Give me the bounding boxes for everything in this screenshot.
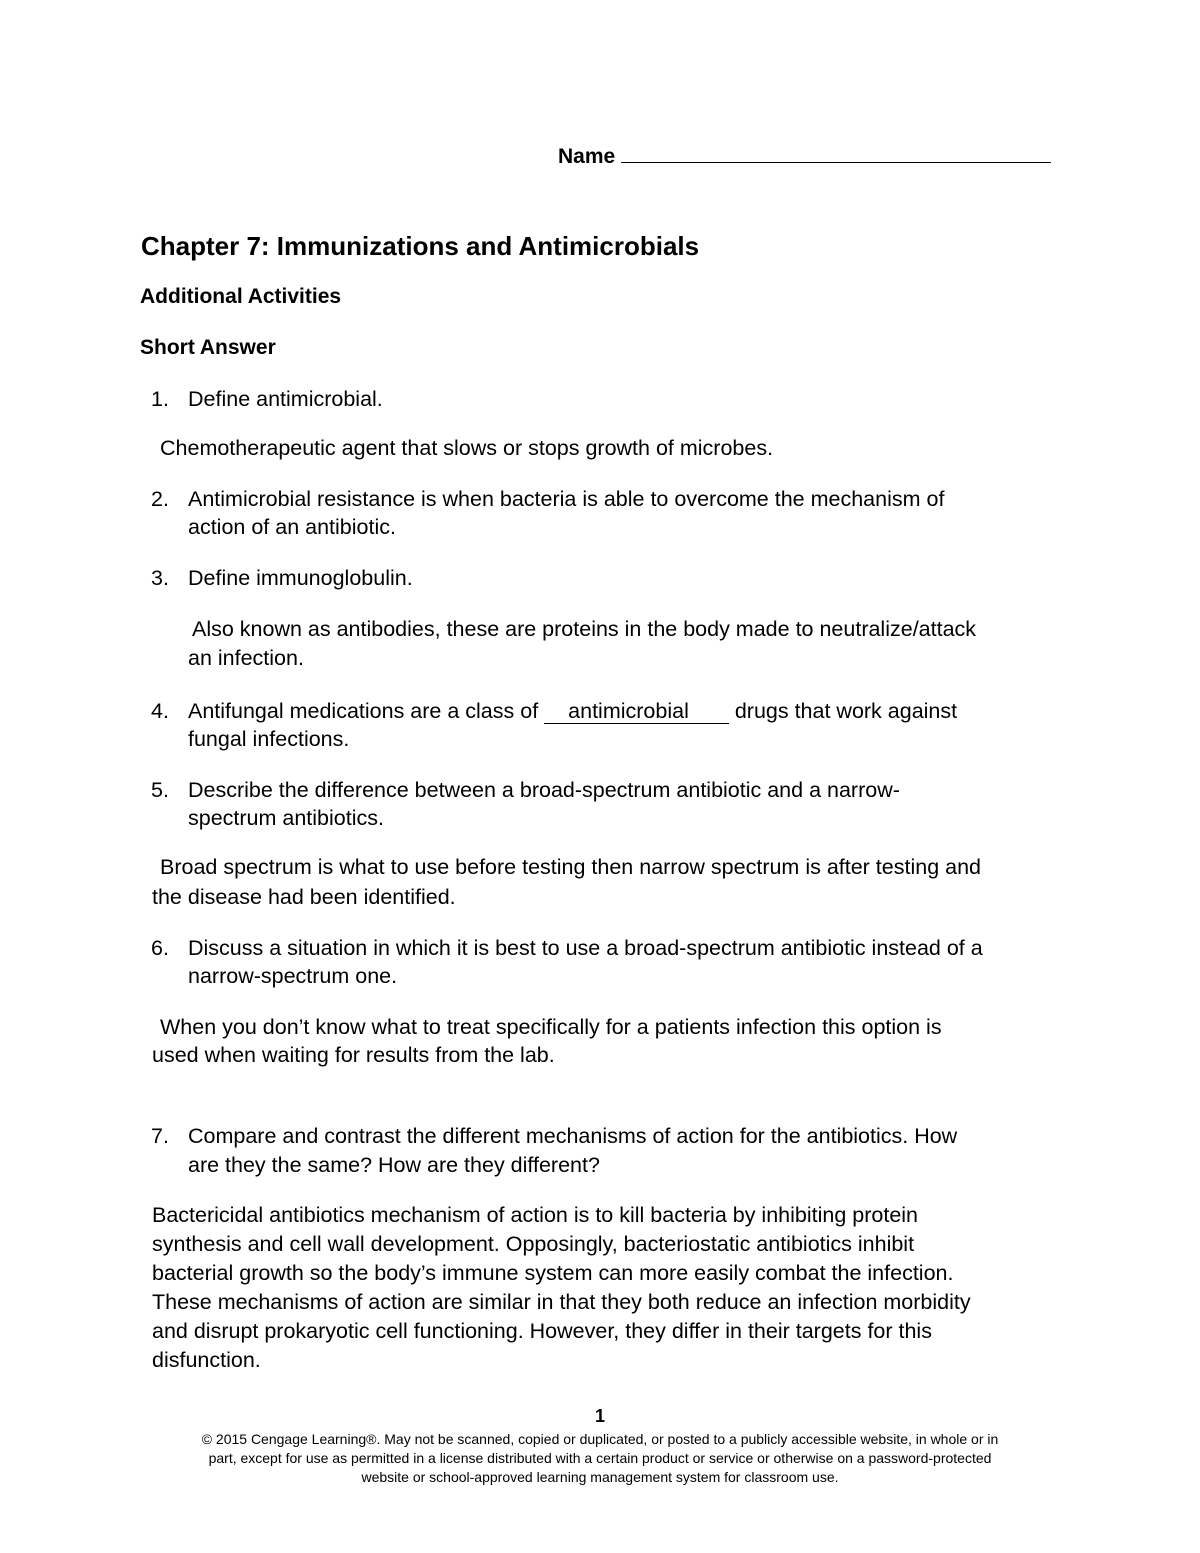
answer-5-line-2: the disease had been identified. [152,885,456,909]
answer-7-line-5: and disrupt prokaryotic cell functioning. However, they differ in their targets for this [152,1319,932,1343]
answer-6-line-1: When you don’t know what to treat specifically for a patients infection this option is [160,1015,942,1039]
name-blank [621,142,1051,163]
answer-6-line-2: used when waiting for results from the lab. [152,1043,555,1067]
question-4-number: 4. [151,699,169,723]
name-field-line [558,142,1051,169]
question-1-text: Define antimicrobial. [188,387,383,411]
question-6-number: 6. [151,936,169,960]
question-6-line-2: narrow-spectrum one. [188,964,398,988]
question-6-line-1: Discuss a situation in which it is best to use a broad-spectrum antibiotic instead of a [188,936,983,960]
answer-7-line-4: These mechanisms of action are similar in that they both reduce an infection morbidity [152,1290,971,1314]
question-5-line-2: spectrum antibiotics. [188,806,384,830]
question-4-line-2: fungal infections. [188,727,350,751]
answer-3-line-1: Also known as antibodies, these are proteins in the body made to neutralize/attack [192,617,977,641]
name-label: Name [558,145,616,168]
answer-3-line-2: an infection. [188,646,304,670]
question-2-line-1: Antimicrobial resistance is when bacteria is able to overcome the mechanism of [188,487,945,511]
question-1-number: 1. [151,387,169,411]
question-7-number: 7. [151,1124,169,1148]
answer-1: Chemotherapeutic agent that slows or stops growth of microbes. [160,436,774,460]
question-4-after-blank: drugs that work against [734,699,958,723]
answer-7-line-3: bacterial growth so the body’s immune system can more easily combat the infection. [152,1261,954,1285]
answer-7-line-6: disfunction. [152,1348,261,1372]
answer-5-line-1: Broad spectrum is what to use before testing then narrow spectrum is after testing and [160,855,981,879]
question-4-line-1 [188,697,957,726]
question-3-number: 3. [151,566,169,590]
page-number: 1 [594,1406,605,1426]
question-5-line-1: Describe the difference between a broad-spectrum antibiotic and a narrow- [188,778,900,802]
answer-7-line-1: Bactericidal antibiotics mechanism of action is to kill bacteria by inhibiting protein [152,1203,919,1227]
question-3-text: Define immunoglobulin. [188,566,413,590]
question-7-line-1: Compare and contrast the different mechanisms of action for the antibiotics. How [188,1124,958,1148]
copyright-line-1: © 2015 Cengage Learning®. May not be scanned, copied or duplicated, or posted to a publicly accessible website, in whole or in [201,1431,999,1447]
copyright-line-2: part, except for use as permitted in a license distributed with a certain product or service or otherwise on a password-protected [208,1450,992,1466]
copyright-line-3: website or school-approved learning management system for classroom use. [361,1469,839,1485]
question-2-line-2: action of an antibiotic. [188,515,396,539]
question-5-number: 5. [151,778,169,802]
subheading-additional-activities: Additional Activities [140,285,342,308]
question-4-blank-answer: antimicrobial [544,699,729,724]
subheading-short-answer: Short Answer [140,336,276,359]
question-4-before-blank: Antifungal medications are a class of [188,699,539,723]
answer-7-line-2: synthesis and cell wall development. Opposingly, bacteriostatic antibiotics inhibit [152,1232,915,1256]
question-7-line-2: are they the same? How are they different? [188,1153,600,1177]
question-2-number: 2. [151,487,169,511]
page-title: Chapter 7: Immunizations and Antimicrobials [141,231,700,261]
